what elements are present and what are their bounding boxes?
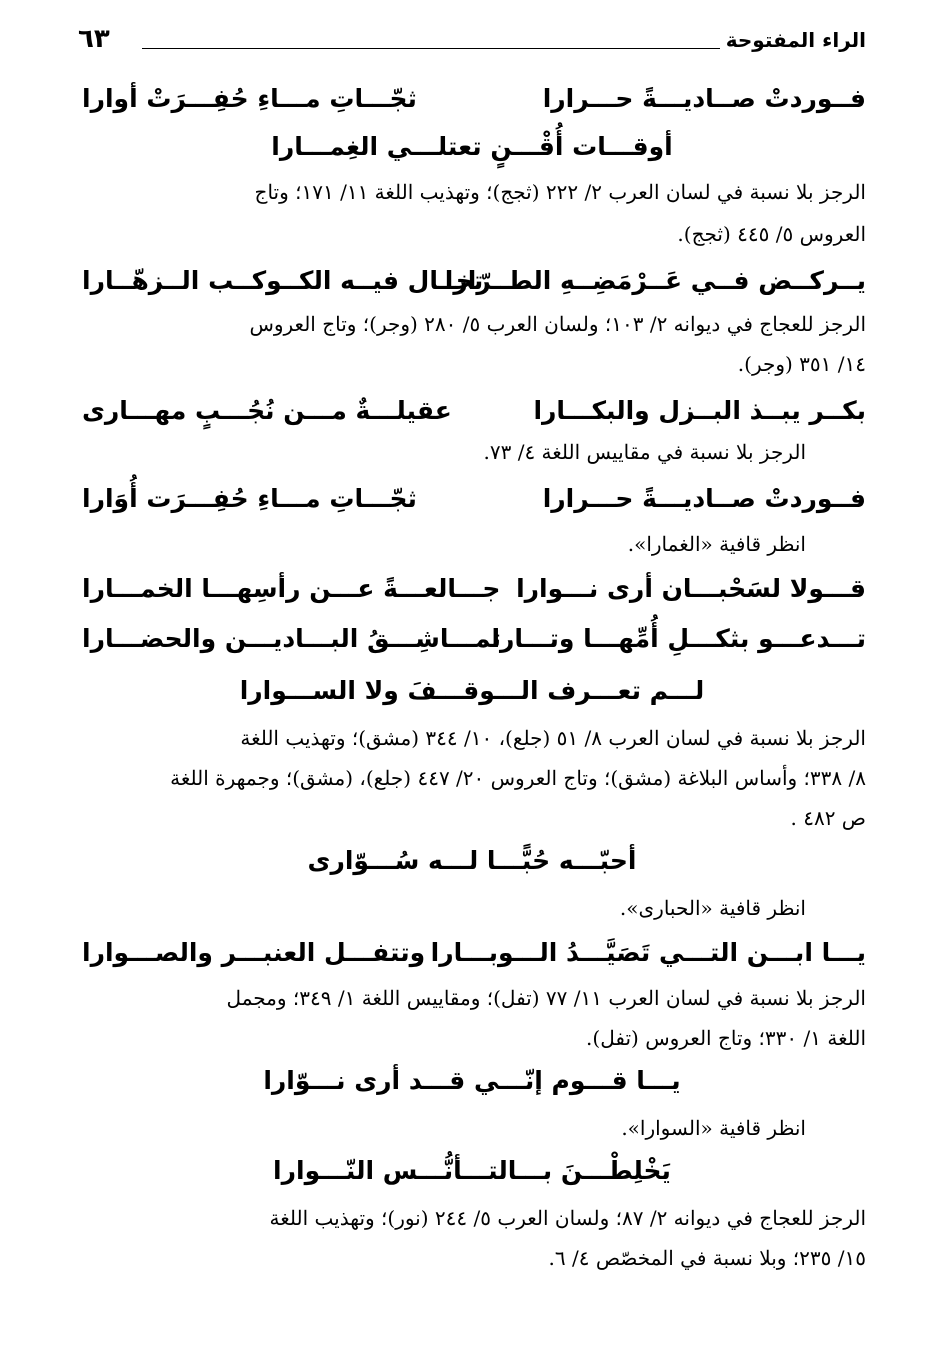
footnote-line: ١٥/ ٢٣٥؛ وبلا نسبة في المخصّص ٤/ ٦. bbox=[548, 1246, 866, 1270]
running-header bbox=[78, 22, 866, 62]
verse-second-hemistich: تخــال فيــه الكــوكــب الــزهّــارا bbox=[82, 266, 484, 295]
verse-line-centered: لـــم تعـــرف الـــوقـــفَ ولا الســـوارا bbox=[239, 676, 705, 705]
footnote-line: العروس ٥/ ٤٤٥ (ثجج). bbox=[677, 222, 866, 246]
footnote-line: اللغة ١/ ٣٣٠؛ وتاج العروس (تفل). bbox=[586, 1026, 866, 1050]
verse-first-hemistich: فــوردتْ صــاديـــةً حـــرارا bbox=[542, 84, 866, 113]
footnote-line: الرجز للعجاج في ديوانه ٢/ ٨٧؛ ولسان العرب ٥/ ٢٤٤ (نور)؛ وتهذيب اللغة bbox=[269, 1206, 866, 1230]
footnote-line: الرجز بلا نسبة في مقاييس اللغة ٤/ ٧٣. bbox=[483, 440, 806, 464]
verse-first-hemistich: بكــر يبــذ البــزل والبكـــارا bbox=[533, 396, 866, 425]
verse-line-centered: يَخْلِطْـــنَ بـــالتـــأنُّـــس النّـــوارا bbox=[273, 1156, 671, 1185]
verse-second-hemistich: ثجّـــاتِ مـــاءِ حُفِـــرَت أُوَارا bbox=[82, 484, 417, 513]
verse-second-hemistich: تمـــاشِـــقُ البـــاديـــن والحضـــارا bbox=[82, 624, 501, 653]
verse-line-centered: أحبّـــه حُبًّـــا لـــه سُـــوّارى bbox=[307, 846, 637, 875]
footnote-line: الرجز بلا نسبة في لسان العرب ٨/ ٥١ (جلع)، ١٠/ ٣٤٤ (مشق)؛ وتهذيب اللغة bbox=[240, 726, 866, 750]
footnote-line: انظر قافية «الحبارى». bbox=[619, 896, 806, 920]
header-rule bbox=[142, 48, 720, 49]
verse-second-hemistich: وتتفـــل العنبـــر والصـــوارا bbox=[82, 938, 426, 967]
footnote-line: ص ٤٨٢ . bbox=[790, 806, 866, 830]
footnote-line: ٨/ ٣٣٨؛ وأساس البلاغة (مشق)؛ وتاج العروس ٢٠/ ٤٤٧ (جلع)، (مشق)؛ وجمهرة اللغة bbox=[170, 766, 866, 790]
footnote-line: الرجز بلا نسبة في لسان العرب ١١/ ٧٧ (تفل)؛ ومقاييس اللغة ١/ ٣٤٩؛ ومجمل bbox=[226, 986, 866, 1010]
verse-second-hemistich: جـــالعـــةً عـــن رأسِهـــا الخمـــارا bbox=[82, 574, 501, 603]
verse-second-hemistich: عقيلـــةٌ مـــن نُجُـــبٍ مهـــارى bbox=[82, 396, 452, 425]
footnote-line: انظر قافية «الغمارا». bbox=[627, 532, 806, 556]
footnote-line: انظر قافية «السوارا». bbox=[621, 1116, 806, 1140]
page-number: ٦٣ bbox=[78, 24, 110, 54]
verse-line-centered: يـــا قـــوم إنّـــي قـــد أرى نـــوّارا bbox=[263, 1066, 681, 1095]
verse-first-hemistich: يـــا ابـــن التـــي تَصَيَّـــدُ الـــوبـــارا bbox=[430, 938, 866, 967]
footnote-line: الرجز بلا نسبة في لسان العرب ٢/ ٢٢٢ (ثجج)؛ وتهذيب اللغة ١١/ ١٧١؛ وتاج bbox=[254, 180, 866, 204]
chapter-title: الراء المفتوحة bbox=[725, 28, 866, 52]
footnote-line: الرجز للعجاج في ديوانه ٢/ ١٠٣؛ ولسان العرب ٥/ ٢٨٠ (وجر)؛ وتاج العروس bbox=[249, 312, 866, 336]
verse-second-hemistich: ثجّـــاتِ مـــاءِ حُفِـــرَتْ أوارا bbox=[82, 84, 417, 113]
footnote-line: ١٤/ ٣٥١ (وجر). bbox=[737, 352, 866, 376]
verse-line-centered: أوقـــات أُقْـــنٍ تعتلـــي الغِمـــارا bbox=[271, 132, 673, 161]
verse-first-hemistich: قـــولا لسَحْبـــان أرى نـــوارا bbox=[516, 574, 866, 603]
verse-first-hemistich: فــوردتْ صــاديـــةً حـــرارا bbox=[542, 484, 866, 513]
verse-first-hemistich: يــركــض فــي عَــرْمَضِــهِ الطــرّارا bbox=[444, 266, 866, 295]
verse-first-hemistich: تـــدعـــو بثكـــلِ أُمِّهـــا وتـــارا bbox=[491, 624, 866, 653]
